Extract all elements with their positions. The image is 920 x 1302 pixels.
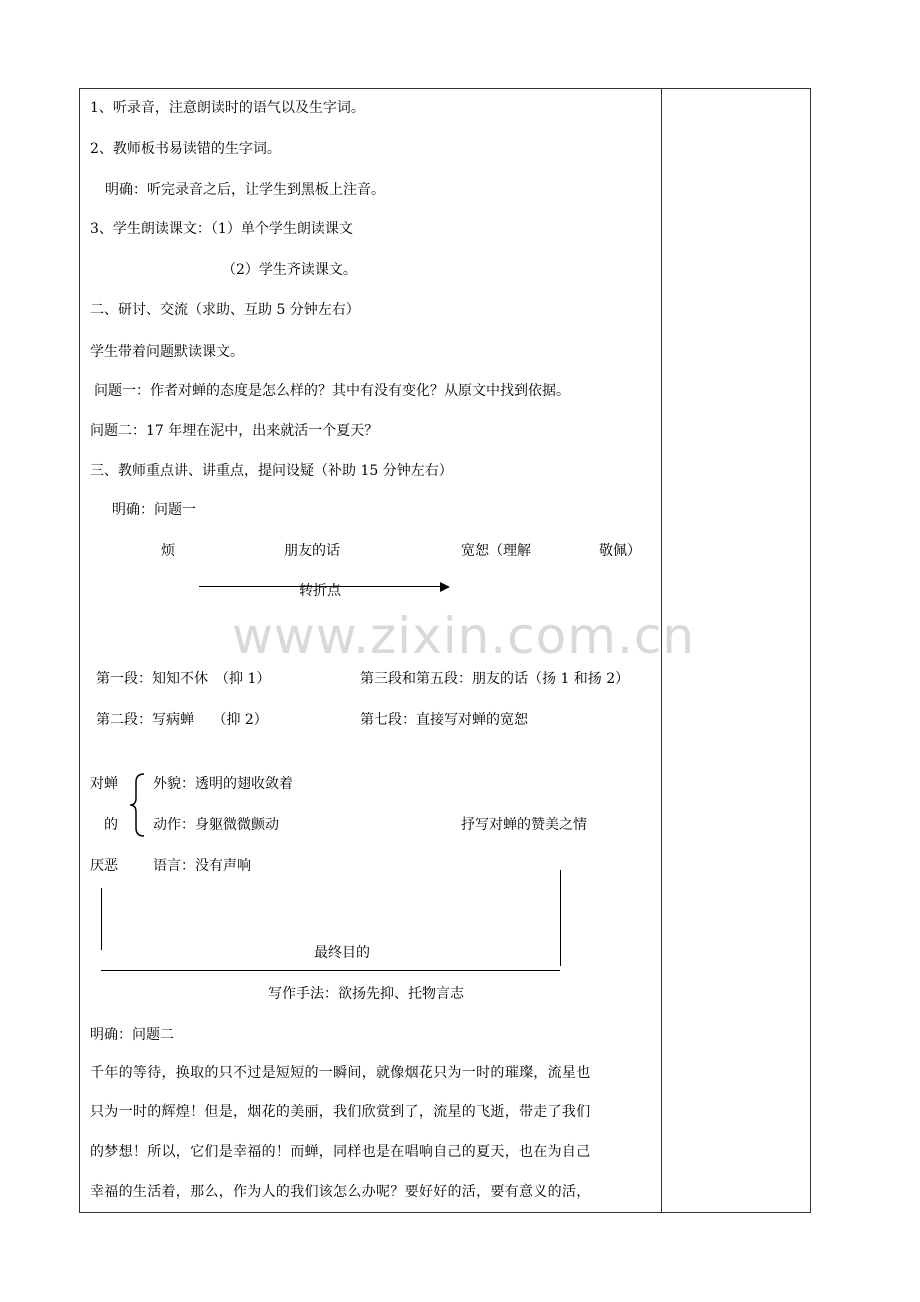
section-teacher-focus: 三、教师重点讲、讲重点，提问设疑（补助 15 分钟左右） [90, 463, 453, 479]
praise-note: 抒写对蝉的赞美之情 [461, 817, 587, 833]
curly-brace-icon [128, 772, 148, 838]
diagram-admire: 敬佩） [599, 543, 641, 559]
diagram-fan: 烦 [161, 543, 175, 559]
answer-line-1: 千年的等待，换取的只不过是短短的一瞬间，就像烟花只为一时的璀璨，流星也 [90, 1065, 591, 1081]
sound-note: 语言：没有声响 [153, 858, 251, 874]
bracket-right-line [560, 870, 561, 966]
diagram-turning-point: 转折点 [299, 583, 341, 599]
turning-arrow-head [440, 582, 450, 592]
clarify-question-two: 明确：问题二 [90, 1027, 174, 1043]
question-one: 问题一：作者对蝉的态度是怎么样的？其中有没有变化？从原文中找到依据。 [94, 383, 570, 399]
label-dui-chan: 对蝉 [90, 776, 118, 792]
step-read-together: （2）学生齐读课文。 [222, 262, 357, 278]
watermark: www.zixin.com.cn [232, 607, 696, 665]
answer-line-2: 只为一时的辉煌！但是，烟花的美丽，我们欣赏到了，流星的飞逝，带走了我们 [90, 1104, 591, 1120]
paragraph-one-note: 第一段：知知不休 （抑 1） [96, 671, 271, 687]
question-two: 问题二：17 年埋在泥中，出来就活一个夏天？ [90, 423, 379, 439]
action-note: 动作：身躯微微颤动 [153, 817, 279, 833]
section-discussion: 二、研讨、交流（求助、互助 5 分钟左右） [90, 302, 360, 318]
writing-method: 写作手法：欲扬先抑、托物言志 [268, 986, 464, 1002]
diagram-friend-words: 朋友的话 [284, 543, 340, 559]
label-de: 的 [104, 817, 118, 833]
clarify-question-one: 明确：问题一 [112, 502, 196, 518]
appearance-note: 外貌：透明的翅收敛着 [153, 776, 293, 792]
label-yanwu: 厌恶 [90, 858, 118, 874]
silent-reading: 学生带着问题默读课文。 [90, 344, 244, 360]
answer-line-4: 幸福的生活着，那么，作为人的我们该怎么办呢？要好好的活，要有意义的活， [90, 1184, 591, 1200]
final-purpose-label: 最终目的 [314, 945, 370, 961]
paragraph-seven-note: 第七段：直接写对蝉的宽恕 [360, 712, 528, 728]
paragraph-two-note: 第二段：写病蝉 （抑 2） [96, 712, 268, 728]
paragraph-three-five-note: 第三段和第五段：朋友的话（扬 1 和扬 2） [360, 671, 630, 687]
step-board-words: 2、教师板书易读错的生字词。 [90, 141, 281, 157]
clarify-phonetic: 明确：听完录音之后，让学生到黑板上注音。 [105, 182, 385, 198]
bracket-bottom-line [101, 970, 560, 971]
answer-line-3: 的梦想！所以，它们是幸福的！而蝉，同样也是在唱响自己的夏天，也在为自己 [90, 1144, 591, 1160]
diagram-forgive: 宽恕（理解 [461, 543, 531, 559]
bracket-left-line [101, 888, 102, 950]
step-read-aloud: 3、学生朗读课文：（1）单个学生朗读课文 [90, 221, 353, 237]
step-listen-recording: 1、听录音，注意朗读时的语气以及生字词。 [90, 100, 365, 116]
